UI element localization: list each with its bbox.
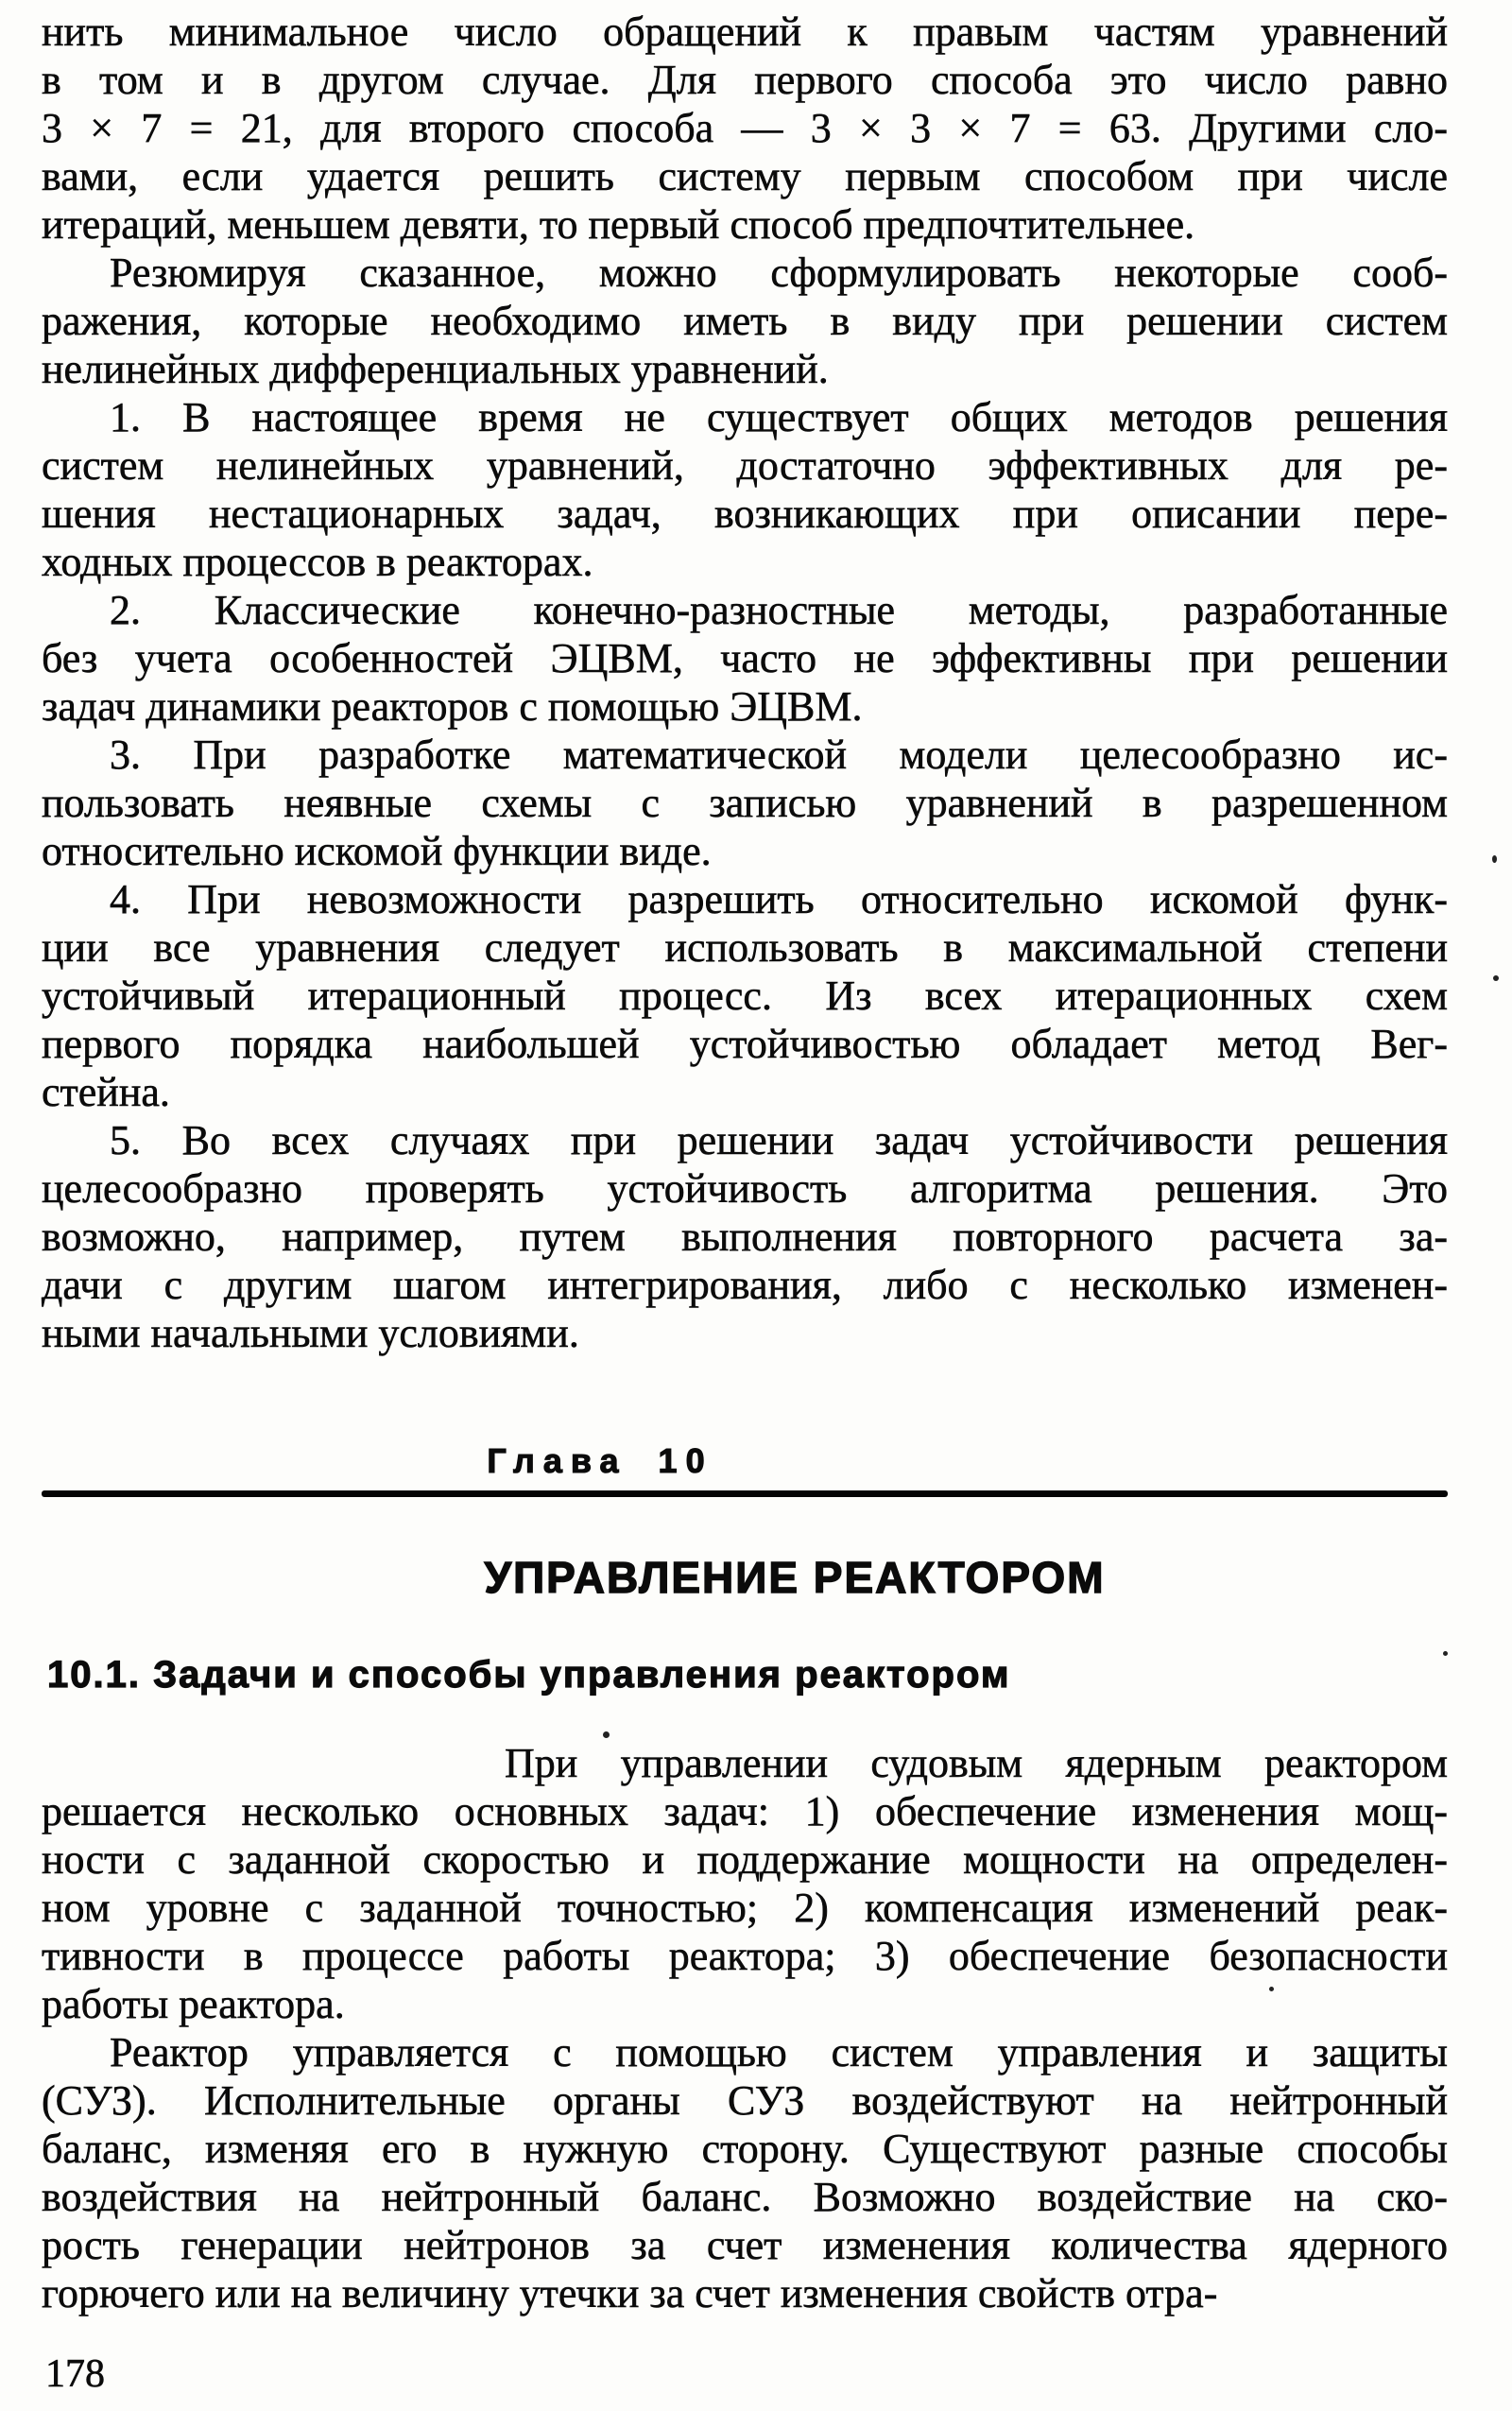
scan-speck xyxy=(1493,975,1499,981)
scan-speck xyxy=(1443,1651,1448,1656)
page-body xyxy=(42,8,1448,2317)
list-item-1: 1. В настоящее время не существует общих методов решения систем нелинейных уравнений, достаточно эффективных для ре- шения нестационарных задач, возникающих при описании пере- ходных процессов в реакторах. xyxy=(42,394,1448,585)
chapter-label: Глава 10 xyxy=(487,1441,713,1480)
scan-speck xyxy=(603,1731,610,1738)
page-number: 178 xyxy=(45,2352,105,2396)
list-item-5: 5. Во всех случаях при решении задач устойчивости решения целесообразно проверять устойчивость алгоритма решения. Это возможно, например, путем выполнения повторного расчета за- дачи с другим шагом интегрирования, либо с несколько изменен- ными начальными условиями. xyxy=(42,1117,1448,1356)
section-paragraph-1: При управлении судовым ядерным реактором решается несколько основных задач: 1) обеспечение изменения мощ- ности с заданной скоростью и поддержание мощности на определен- ном уровне с заданной точностью; 2) компенсация изменений реак- тивности в процессе работы реактора; 3) обеспечение безопасности работы реактора. xyxy=(42,1740,1448,2027)
chapter-title: УПРАВЛЕНИЕ РЕАКТОРОМ xyxy=(484,1553,1106,1602)
scan-speck xyxy=(1492,855,1497,863)
section-paragraph-2: Реактор управляется с помощью систем управления и защиты (СУЗ). Исполнительные органы СУЗ воздействуют на нейтронный баланс, изменяя его в нужную сторону. Существуют разные способы воздействия на нейтронный баланс. Возможно воздействие на ско- рость генерации нейтронов за счет изменения количества ядерного горючего или на величину утечки за счет изменения свойств отра- xyxy=(42,2029,1448,2316)
list-item-4: 4. При невозможности разрешить относительно искомой функ- ции все уравнения следует использовать в максимальной степени устойчивый итерационный процесс. Из всех итерационных схем первого порядка наибольшей устойчивостью обладает метод Вег- стейна. xyxy=(42,876,1448,1115)
section-divider xyxy=(42,1490,1448,1497)
list-item-2: 2. Классические конечно-разностные методы, разработанные без учета особенностей ЭЦВМ, часто не эффективны при решении задач динамики реакторов с помощью ЭЦВМ. xyxy=(42,587,1448,730)
section-heading: 10.1. Задачи и способы управления реактором xyxy=(47,1654,1011,1696)
list-item-3: 3. При разработке математической модели целесообразно ис- пользовать неявные схемы с записью уравнений в разрешенном относительно искомой функции виде. xyxy=(42,732,1448,874)
scan-speck xyxy=(1269,1987,1274,1991)
paragraph-continuation: нить минимальное число обращений к правым частям уравнений в том и в другом случае. Для первого способа это число равно 3 × 7 = 21, для второго способа — 3 × 3 × 7 = 63. Другими сло- вами, если удается решить систему первым способом при числе итераций, меньшем девяти, то первый способ предпочтительнее. xyxy=(42,9,1448,248)
paragraph-summary: Резюмируя сказанное, можно сформулировать некоторые сооб- ражения, которые необходимо иметь в виду при решении систем нелинейных дифференциальных уравнений. xyxy=(42,250,1448,392)
